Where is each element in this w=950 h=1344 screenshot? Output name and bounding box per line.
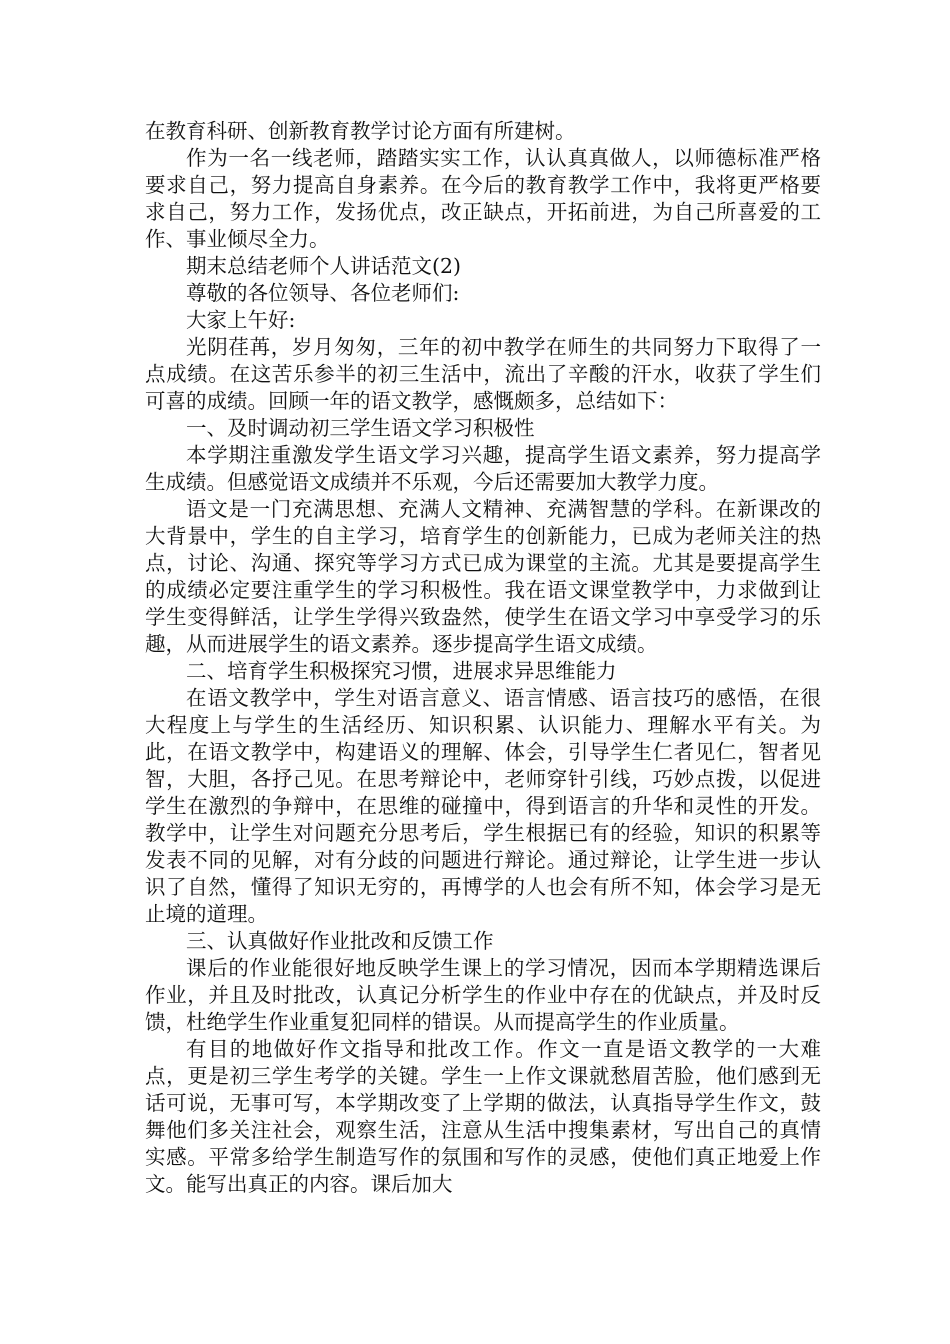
- paragraph-13: 课后的作业能很好地反映学生课上的学习情况，因而本学期精选课后作业，并且及时批改，认真记分析学生的作业中存在的优缺点，并及时反馈，杜绝学生作业重复犯同样的错误。从而提高学生的作业质量。: [145, 956, 821, 1034]
- document-page: [145, 118, 821, 1198]
- paragraph-3-title: 期末总结老师个人讲话范文(2): [186, 254, 462, 278]
- paragraph-5-greeting: 大家上午好:: [186, 308, 296, 332]
- section-heading-2: 二、培育学生积极探究习惯，进展求异思维能力: [186, 659, 617, 683]
- paragraph-6: 光阴荏苒，岁月匆匆，三年的初中教学在师生的共同努力下取得了一点成绩。在这苦乐参半的初三生活中，流出了辛酸的汗水，收获了学生们可喜的成绩。回顾一年的语文教学，感慨颇多，总结如下：: [145, 335, 821, 413]
- paragraph-8: 本学期注重激发学生语文学习兴趣，提高学生语文素养，努力提高学生成绩。但感觉语文成绩并不乐观，今后还需要加大教学力度。: [145, 443, 821, 494]
- section-heading-1: 一、及时调动初三学生语文学习积极性: [186, 416, 535, 440]
- paragraph-2: 作为一名一线老师，踏踏实实工作，认认真真做人，以师德标准严格要求自己，努力提高自身素养。在今后的教育教学工作中，我将更严格要求自己，努力工作，发扬优点，改正缺点，开拓前进，为自己所喜爱的工作、事业倾尽全力。: [145, 146, 821, 251]
- paragraph-11: 在语文教学中，学生对语言意义、语言情感、语言技巧的感悟，在很大程度上与学生的生活经历、知识积累、认识能力、理解水平有关。为此，在语文教学中，构建语义的理解、体会，引导学生仁者见仁，智者见智，大胆，各抒己见。在思考辩论中，老师穿针引线，巧妙点拨，以促进学生在激烈的争辩中，在思维的碰撞中，得到语言的升华和灵性的开发。教学中，让学生对问题充分思考后，学生根据已有的经验，知识的积累等发表不同的见解，对有分歧的问题进行辩论。通过辩论，让学生进一步认识了自然，懂得了知识无穷的，再博学的人也会有所不知，体会学习是无止境的道理。: [145, 686, 821, 926]
- paragraph-1: 在教育科研、创新教育教学讨论方面有所建树。: [145, 119, 576, 143]
- paragraph-14: 有目的地做好作文指导和批改工作。作文一直是语文教学的一大难点，更是初三学生考学的关键。学生一上作文课就愁眉苦脸，他们感到无话可说，无事可写，本学期改变了上学期的做法，认真指导学生作文，鼓舞他们多关注社会，观察生活，注意从生活中搜集素材，写出自己的真情实感。平常多给学生制造写作的氛围和写作的灵感，使他们真正地爱上作文。能写出真正的内容。课后加大: [145, 1037, 821, 1196]
- paragraph-4-salutation: 尊敬的各位领导、各位老师们:: [186, 281, 460, 305]
- section-heading-3: 三、认真做好作业批改和反馈工作: [186, 929, 494, 953]
- paragraph-9: 语文是一门充满思想、充满人文精神、充满智慧的学科。在新课改的大背景中，学生的自主学习，培育学生的创新能力，已成为老师关注的热点，讨论、沟通、探究等学习方式已成为课堂的主流。尤其是要提高学生的成绩必定要注重学生的学习积极性。我在语文课堂教学中，力求做到让学生变得鲜活，让学生学得兴致盎然，使学生在语文学习中享受学习的乐趣，从而进展学生的语文素养。逐步提高学生语文成绩。: [145, 497, 821, 656]
